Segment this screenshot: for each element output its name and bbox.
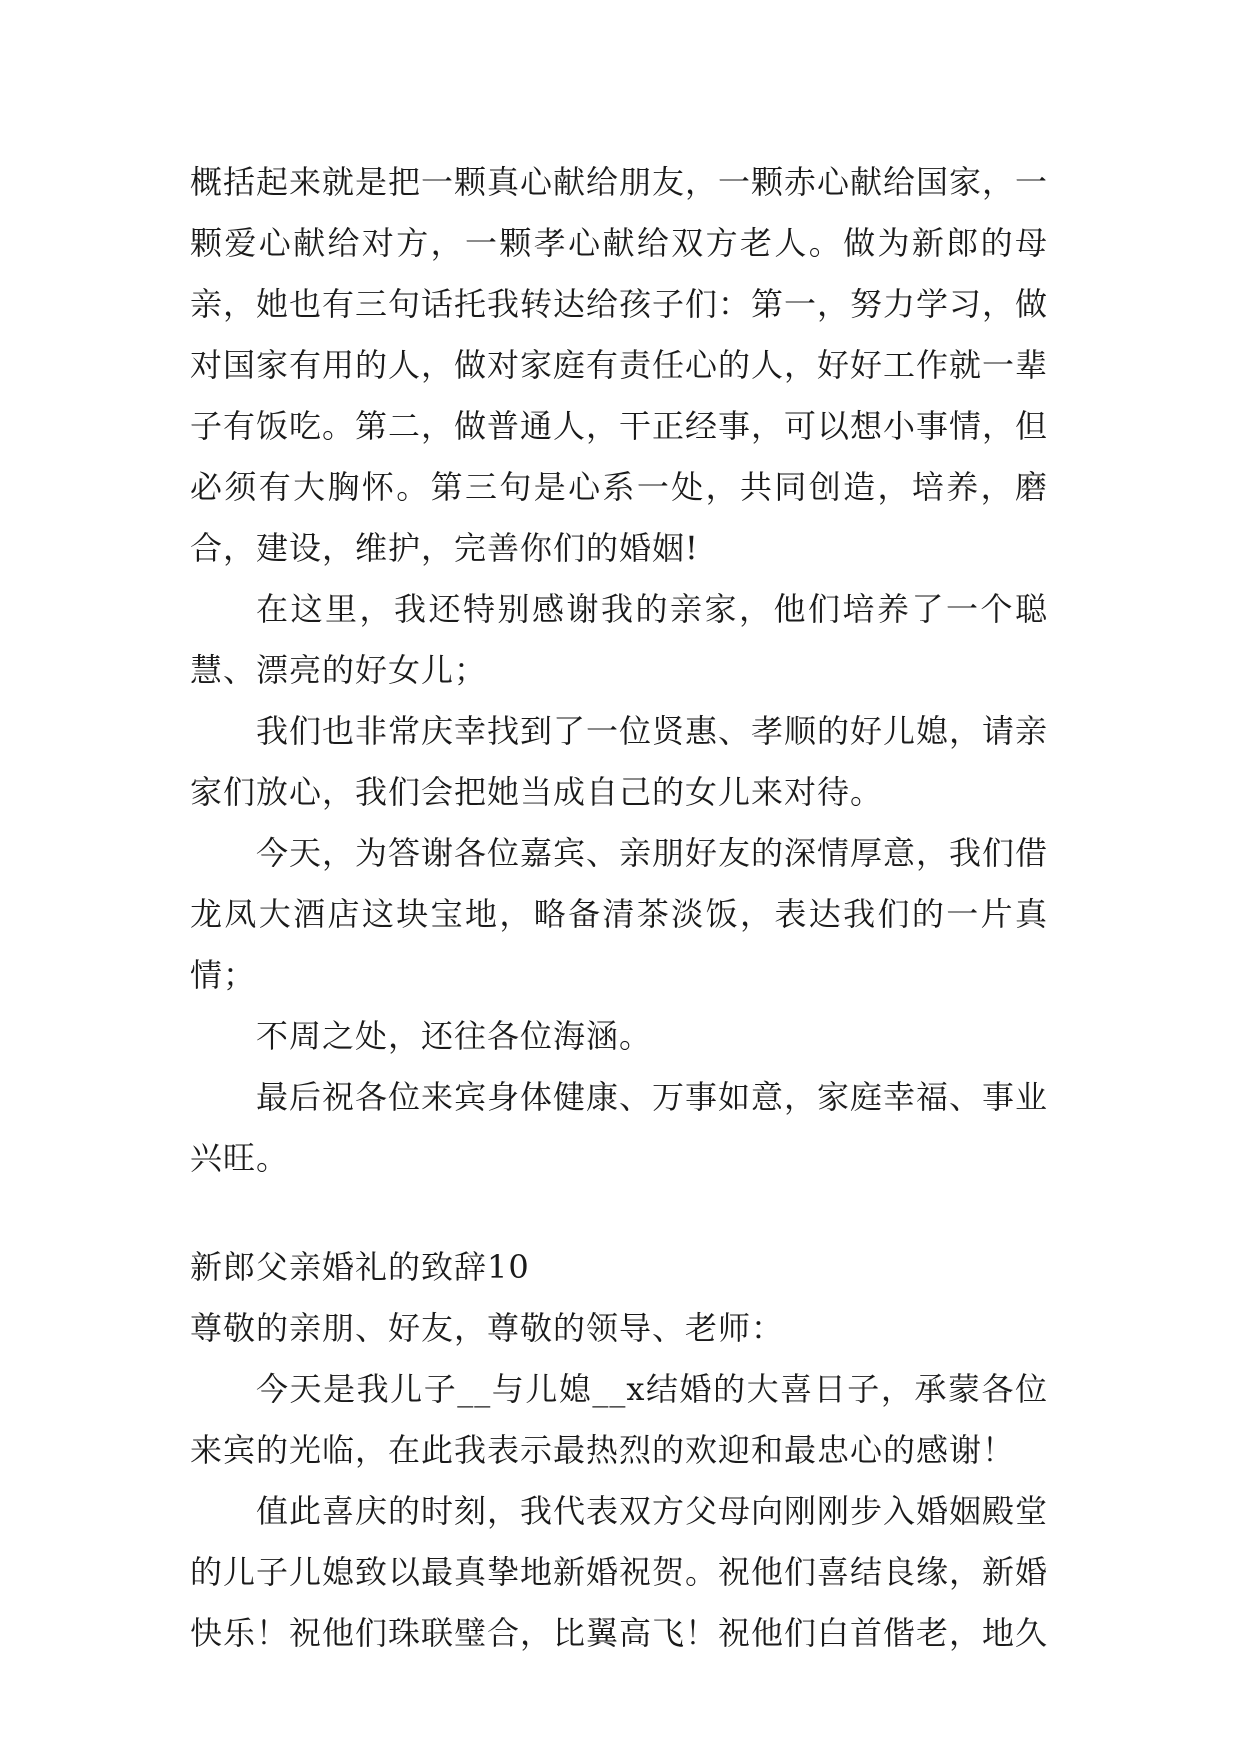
- paragraph: 概括起来就是把一颗真心献给朋友，一颗赤心献给国家，一颗爱心献给对方，一颗孝心献给双方老人。做为新郎的母亲，她也有三句话托我转达给孩子们：第一，努力学习，做对国家有用的人，做对家庭有责任心的人，好好工作就一辈子有饭吃。第二，做普通人，干正经事，可以想小事情，但必须有大胸怀。第三句是心系一处，共同创造，培养，磨合，建设，维护，完善你们的婚姻!: [190, 163, 1049, 567]
- section-spacer: [190, 1189, 1048, 1237]
- paragraph: 在这里，我还特别感谢我的亲家，他们培养了一个聪慧、漂亮的好女儿；: [190, 590, 1048, 689]
- paragraph: 值此喜庆的时刻，我代表双方父母向刚刚步入婚姻殿堂的儿子儿媳致以最真挚地新婚祝贺。祝他们喜结良缘，新婚快乐！祝他们珠联璧合，比翼高飞！祝他们白首偕老，地久: [190, 1492, 1049, 1652]
- paragraph: 我们也非常庆幸找到了一位贤惠、孝顺的好儿媳，请亲家们放心，我们会把她当成自己的女儿来对待。: [190, 712, 1049, 811]
- paragraph: 最后祝各位来宾身体健康、万事如意，家庭幸福、事业兴旺。: [190, 1078, 1049, 1177]
- paragraph: 不周之处，还往各位海涵。: [256, 1017, 653, 1055]
- paragraph: 今天是我儿子__与儿媳__x结婚的大喜日子，承蒙各位来宾的光临，在此我表示最热烈的欢迎和最忠心的感谢！: [190, 1370, 1048, 1469]
- paragraph: 今天，为答谢各位嘉宾、亲朋好友的深情厚意，我们借龙凤大酒店这块宝地，略备清茶淡饭，表达我们的一片真情；: [190, 834, 1049, 994]
- document-page: [190, 152, 1048, 1664]
- greeting: 尊敬的亲朋、好友，尊敬的领导、老师：: [190, 1309, 785, 1347]
- section-title: 新郎父亲婚礼的致辞10: [190, 1248, 530, 1286]
